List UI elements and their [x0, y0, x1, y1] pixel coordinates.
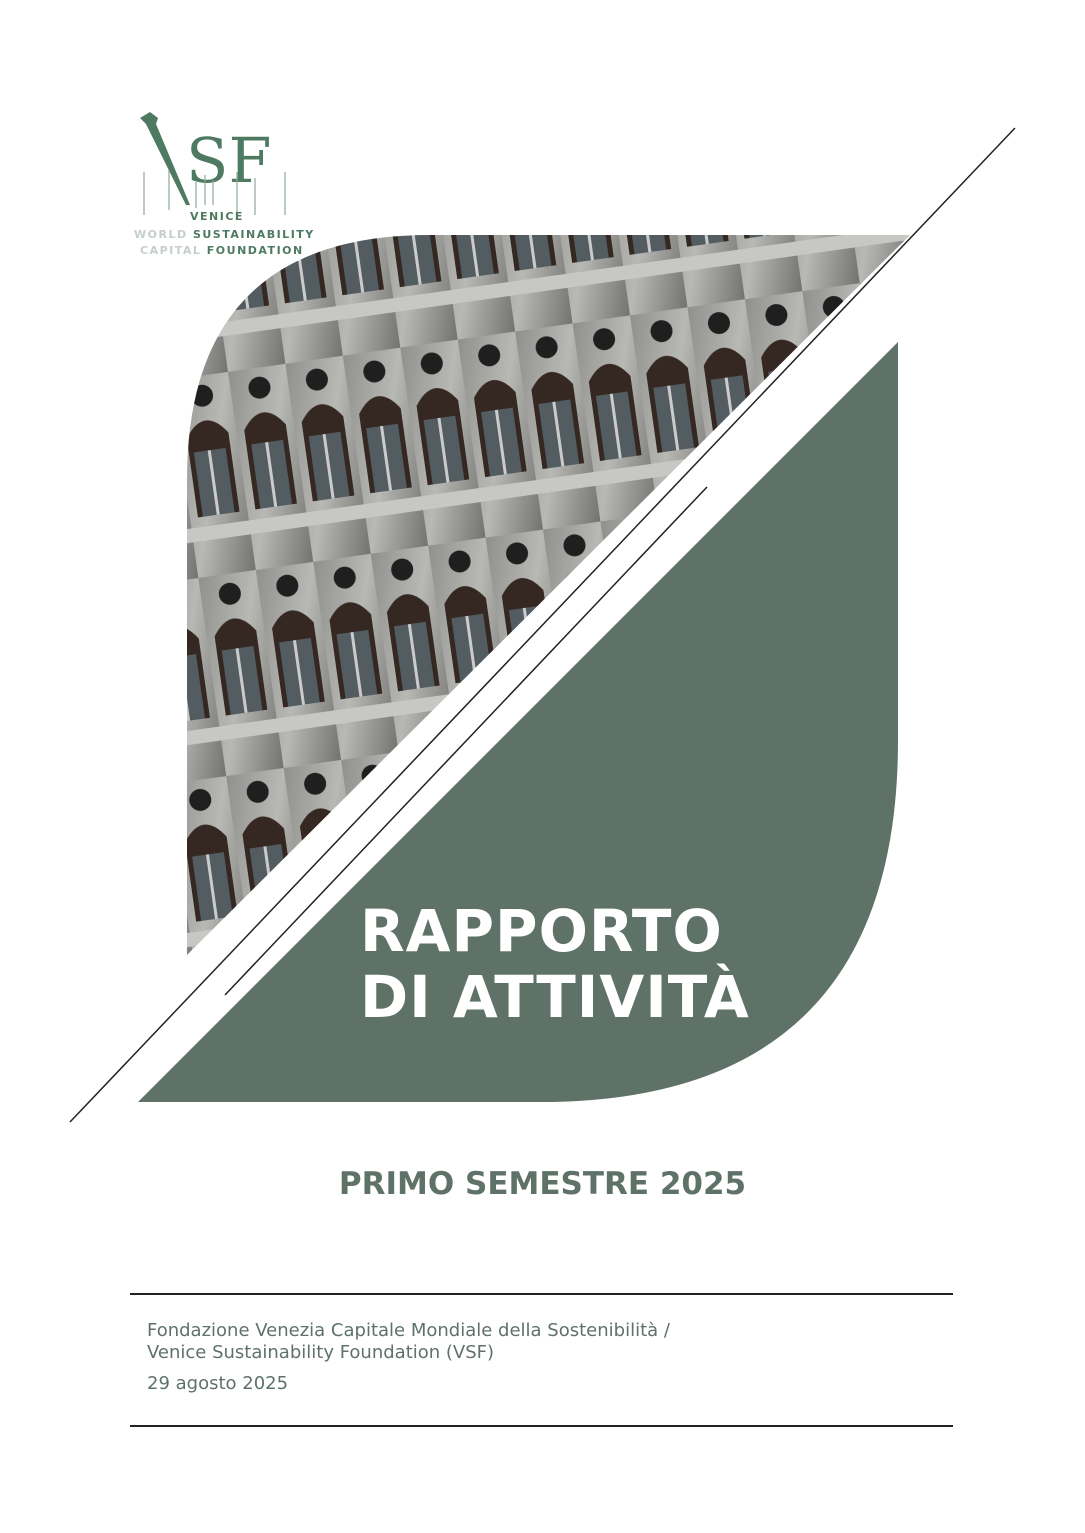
report-title [360, 898, 750, 1030]
logo-line3 [140, 244, 304, 257]
title-line-1: RAPPORTO [360, 897, 723, 965]
svg-text:SF: SF [186, 124, 272, 197]
logo-line2 [134, 228, 315, 241]
title-line-2: DI ATTIVITÀ [360, 963, 750, 1031]
logo-capital: CAPITAL [140, 244, 202, 257]
org-name-it: Fondazione Venezia Capitale Mondiale della Sostenibilità / [147, 1320, 670, 1341]
divider-bottom [130, 1425, 953, 1427]
logo-world: WORLD [134, 228, 188, 241]
divider-top [130, 1293, 953, 1295]
logo-venice: VENICE [190, 210, 244, 223]
report-period: PRIMO SEMESTRE 2025 [338, 1166, 747, 1202]
vsf-logo-mark [140, 112, 285, 215]
logo-sustainability: SUSTAINABILITY [192, 228, 315, 241]
logo-foundation: FOUNDATION [206, 244, 304, 257]
report-date: 29 agosto 2025 [147, 1373, 289, 1394]
org-name-en: Venice Sustainability Foundation (VSF) [147, 1342, 495, 1363]
